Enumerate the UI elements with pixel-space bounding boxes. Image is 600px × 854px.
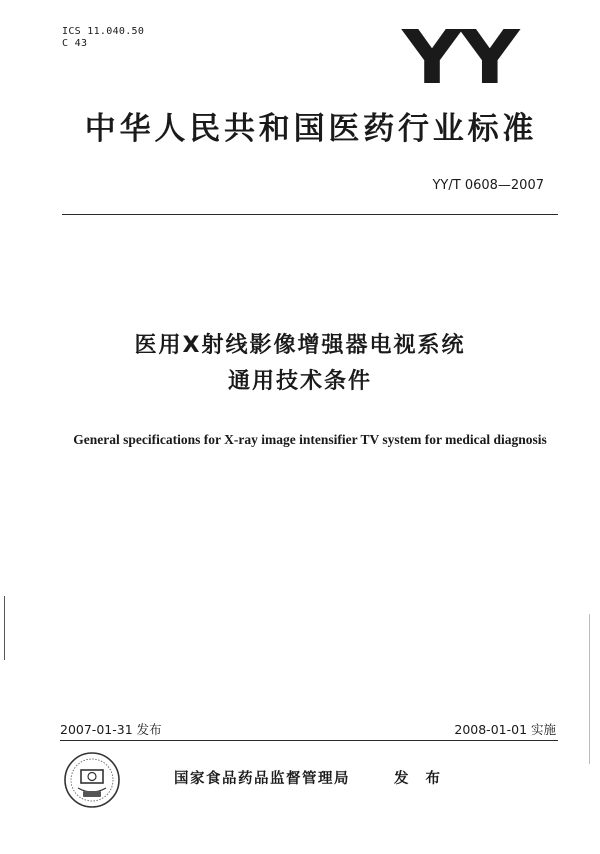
scan-edge-mark-right xyxy=(589,614,590,764)
scan-edge-mark xyxy=(4,596,5,660)
national-standard-title: 中华人民共和国医药行业标准 xyxy=(84,111,538,147)
top-divider xyxy=(62,214,558,215)
bottom-divider xyxy=(60,740,558,741)
classification-codes xyxy=(62,26,144,50)
standard-number: YY/T 0608—2007 xyxy=(432,178,544,193)
official-seal-icon xyxy=(62,750,122,810)
implementation-date: 2008-01-01 实施 xyxy=(454,722,556,737)
ics-code: ICS 11.040.50 xyxy=(62,26,145,37)
publication-date: 2007-01-31 发布 xyxy=(60,722,162,737)
chinese-title-line-1: 医用X射线影像增强器电视系统 xyxy=(134,333,466,358)
yy-logo: YY xyxy=(402,15,518,101)
english-title: General specifications for X-ray image intensifier TV system for medical diagnosis xyxy=(73,432,547,447)
issue-label: 发 布 xyxy=(394,771,447,787)
issuing-authority: 国家食品药品监督管理局 xyxy=(174,771,350,787)
ccs-code: C 43 xyxy=(62,38,88,49)
chinese-title-line-2: 通用技术条件 xyxy=(227,369,372,394)
